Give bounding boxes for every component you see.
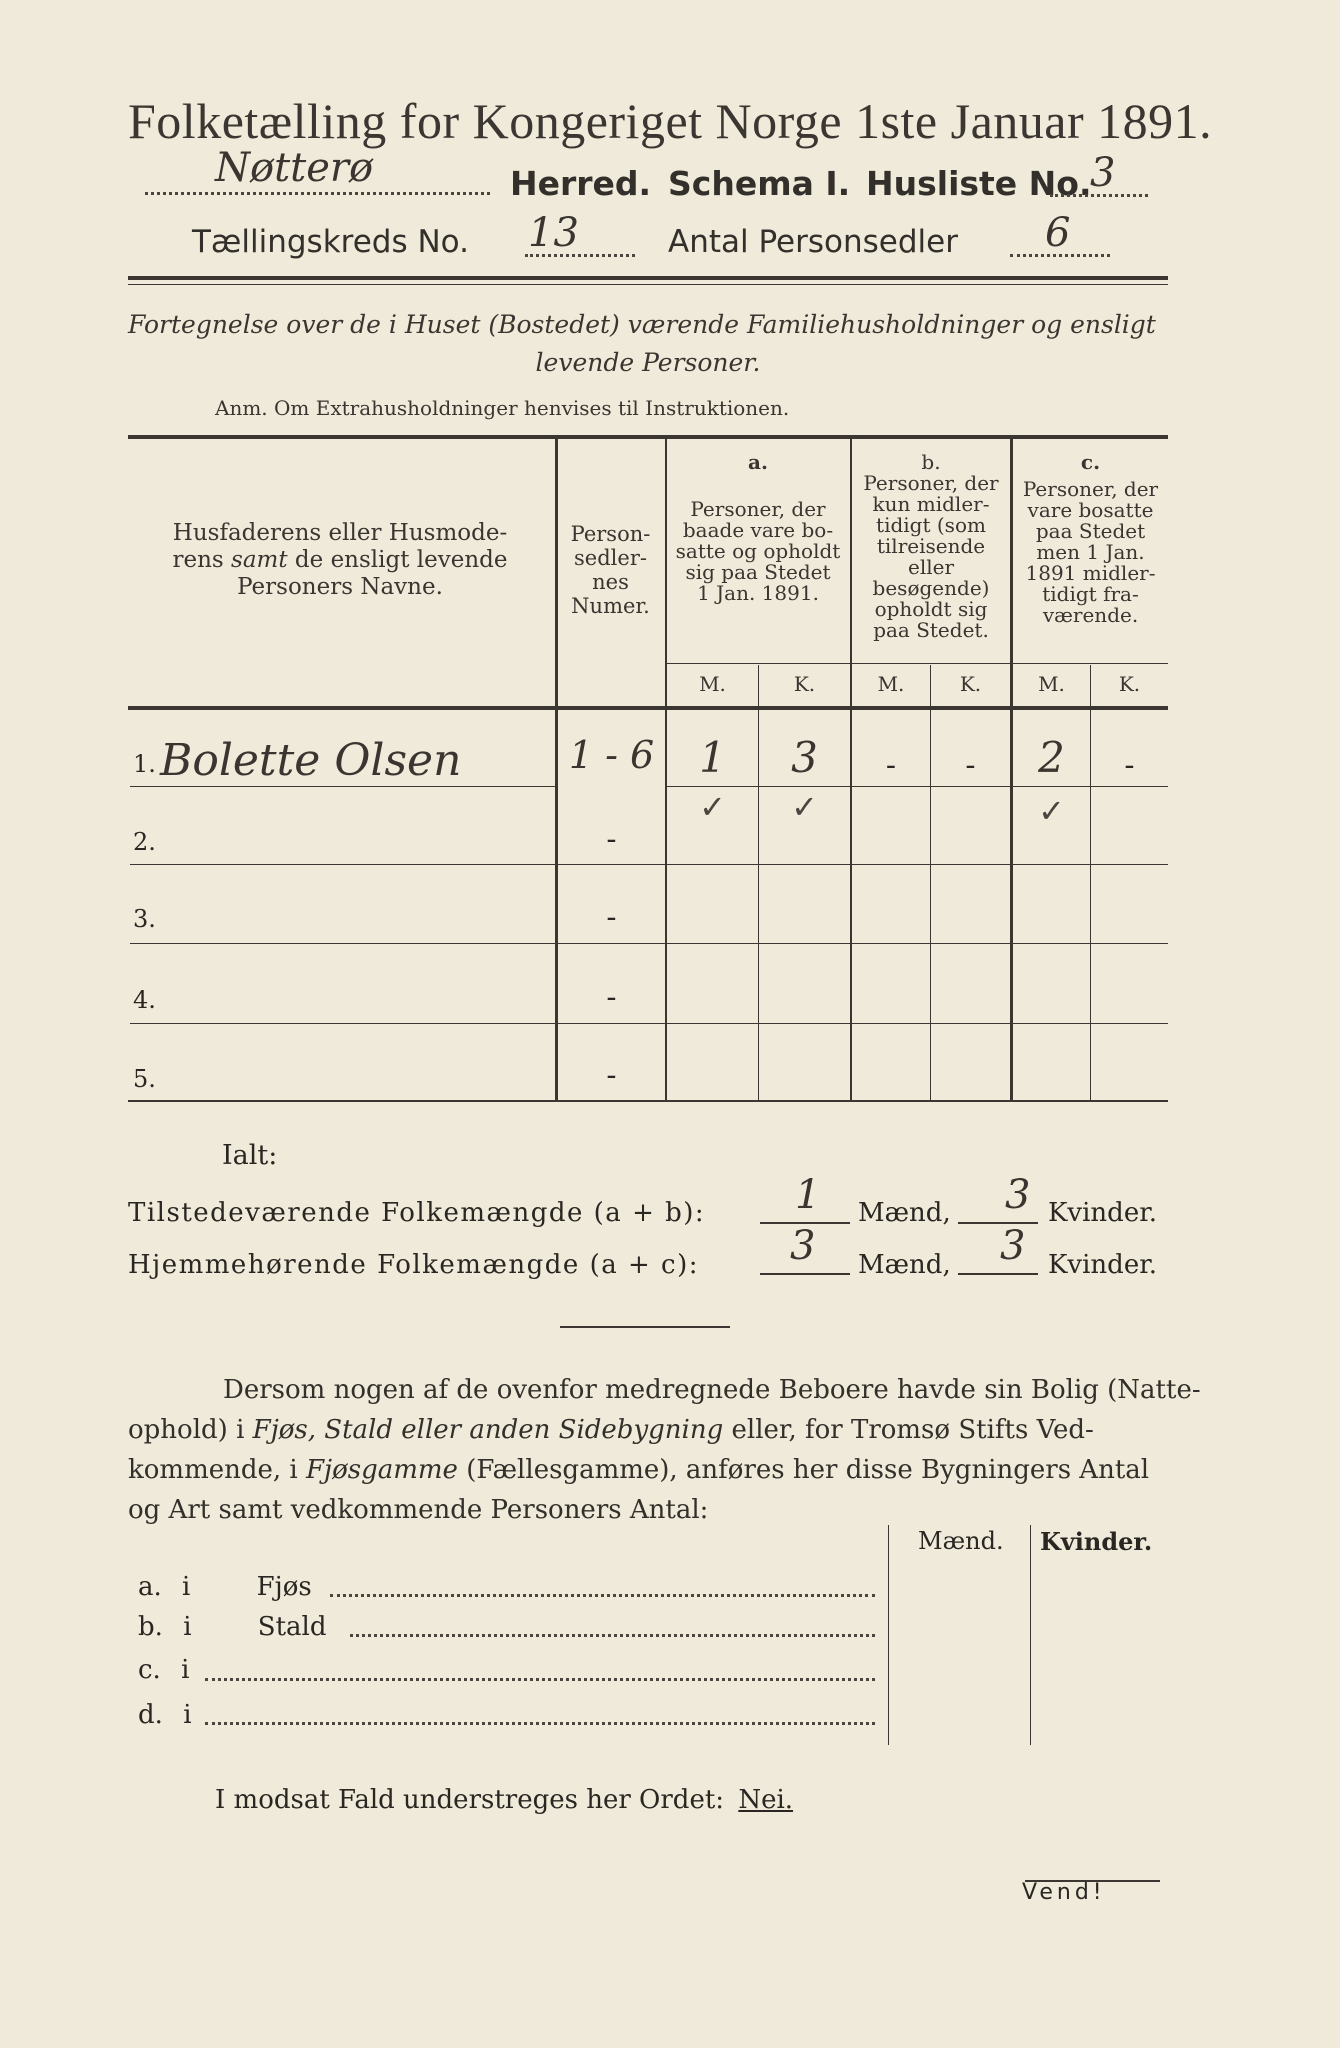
header-rule-thick: [128, 276, 1168, 280]
col-c-l7: værende.: [1042, 603, 1139, 627]
col-b-l2: kun midler-: [872, 492, 990, 516]
bolig-line-1: Dersom nogen af de ovenfor medregnede Beboere havde sin Bolig (Natte-: [223, 1375, 1201, 1405]
a-m-label: M.: [699, 672, 726, 696]
bolig-line-3: [128, 1450, 1168, 1490]
section-separator: [560, 1326, 730, 1328]
bolig-item-b-dots: [350, 1634, 875, 1637]
bolig-col-divider-2: [1030, 1525, 1031, 1745]
antal-number: 6: [1045, 210, 1071, 256]
bolig-line-2: [128, 1410, 1168, 1450]
col-num-l1: Person-: [570, 522, 651, 546]
bolig-line-3-italic: Fjøsgamme: [306, 1455, 458, 1485]
table-bottom-rule: [128, 1100, 1168, 1102]
row-4-person-numbers: -: [606, 980, 617, 1015]
bolig-item-c: [138, 1655, 189, 1685]
check-a-k: ✓: [791, 788, 818, 826]
anm-note: Anm. Om Extrahusholdninger henvises til Instruktionen.: [215, 396, 790, 420]
totals-line-2-k: 3: [1000, 1223, 1026, 1269]
col-a-l1: Personer, der: [690, 497, 826, 521]
form-title: Folketælling for Kongeriget Norge 1ste Januar 1891.: [128, 93, 1213, 149]
col-b-l6: besøgende): [872, 576, 990, 600]
bolig-item-b-letter: b.: [138, 1612, 163, 1642]
col-name-header: [130, 520, 550, 601]
bolig-line-4: og Art samt vedkommende Personers Antal:: [128, 1495, 709, 1525]
c-k-label: K.: [1118, 672, 1141, 696]
col-name-header-l1: Husfaderens eller Husmode-: [172, 520, 508, 546]
ialt-label: Ialt:: [222, 1140, 278, 1171]
bolig-item-d: [138, 1700, 192, 1730]
row-1-c-k: -: [1124, 748, 1135, 783]
totals-line-1-k: 3: [1005, 1172, 1031, 1218]
row-1-line: [130, 786, 555, 787]
col-b-header: [852, 452, 1010, 641]
col-num-header: [558, 522, 663, 618]
bolig-line-3-a: kommende, i: [128, 1455, 306, 1485]
check-a-m: ✓: [699, 788, 726, 826]
intro-line-2: levende Personer.: [535, 348, 761, 377]
col-divider-a-mid: [758, 665, 759, 1100]
herred-dotline: [145, 192, 490, 195]
col-name-l2-pre: rens: [172, 547, 232, 573]
totals-line-2-m: 3: [790, 1223, 816, 1269]
bolig-item-b: [138, 1612, 327, 1642]
totals-line-1-k-underline: [958, 1222, 1038, 1224]
header-rule-thin: [128, 284, 1168, 285]
nei-word: Nei.: [738, 1785, 794, 1815]
check-c-m: ✓: [1038, 792, 1065, 830]
row-1-c-m: 2: [1038, 733, 1065, 782]
bolig-item-c-i: i: [181, 1655, 190, 1685]
intro-line-1: Fortegnelse over de i Huset (Bostedet) værende Familiehusholdninger og ensligt: [128, 310, 1156, 339]
row-2-person-numbers: -: [606, 822, 617, 857]
row-5-number: 5.: [133, 1065, 156, 1093]
bolig-paragraph: [128, 1370, 1201, 1530]
row-1-b-k: -: [965, 748, 976, 783]
totals-line-2-k-underline: [958, 1273, 1038, 1275]
bolig-item-b-i: i: [183, 1612, 192, 1642]
b-k-label: K.: [959, 672, 982, 696]
row-5-person-numbers: -: [606, 1058, 617, 1093]
vend-text: Vend!: [1022, 1880, 1106, 1905]
totals-line-1-maend: Mænd,: [858, 1198, 951, 1228]
col-divider-b-mid: [930, 665, 931, 1100]
col-a-l5: 1 Jan. 1891.: [697, 581, 819, 605]
bolig-item-a: [138, 1572, 312, 1602]
totals-line-1-label: Tilstedeværende Folkemængde (a + b):: [128, 1198, 706, 1228]
bolig-item-a-letter: a.: [138, 1572, 162, 1602]
bolig-item-d-letter: d.: [138, 1700, 163, 1730]
col-name-header-l2: [130, 547, 550, 574]
col-b-l4: tilreisende: [876, 534, 986, 558]
row-4-number: 4.: [133, 986, 156, 1014]
bolig-item-d-i: i: [183, 1700, 192, 1730]
bolig-line-3-b: (Fællesgamme), anføres her disse Bygningers Antal: [457, 1455, 1150, 1485]
col-num-l4: Numer.: [571, 594, 650, 618]
col-a-l3: satte og opholdt: [675, 539, 841, 563]
row-1-number: 1.: [133, 750, 156, 778]
bolig-item-c-dots: [205, 1678, 875, 1681]
herred-name: Nøtterø: [215, 145, 374, 191]
bolig-item-d-dots: [205, 1722, 875, 1725]
col-name-header-l3: Personers Navne.: [237, 574, 443, 600]
col-c-l2: vare bosatte: [1027, 498, 1154, 522]
col-b-l3: tidigt (som: [876, 513, 986, 537]
col-num-l2: sedler-: [574, 546, 647, 570]
col-b-letter: b.: [921, 450, 941, 474]
col-divider-c-mid: [1090, 665, 1091, 1100]
antal-label: Antal Personsedler: [668, 224, 958, 260]
b-m-label: M.: [877, 672, 905, 696]
modsat-text: [215, 1785, 793, 1815]
col-name-l2-post: de ensligt levende: [287, 547, 508, 573]
col-b-l7: opholdt sig: [874, 597, 988, 621]
col-c-l1: Personer, der: [1022, 477, 1159, 501]
row-1-b-m: -: [885, 748, 897, 783]
row-3-line: [130, 943, 1168, 944]
col-c-l4: men 1 Jan.: [1036, 540, 1145, 564]
bolig-col-divider-1: [888, 1525, 889, 1745]
bolig-item-a-i: i: [182, 1572, 191, 1602]
bolig-col-maend: Mænd.: [918, 1527, 1004, 1555]
bolig-line-2-b: eller, for Tromsø Stifts Ved-: [723, 1415, 1094, 1445]
row-2-number: 2.: [133, 828, 156, 856]
row-3-number: 3.: [133, 905, 156, 933]
col-name-l2-italic: samt: [231, 547, 288, 573]
mk-top-line: [667, 663, 1168, 664]
col-c-letter: c.: [1080, 450, 1101, 474]
modsat-label: I modsat Fald understreges her Ordet:: [215, 1785, 725, 1815]
row-2-line: [130, 864, 1168, 865]
kreds-label: Tællingskreds No.: [192, 224, 469, 260]
totals-line-2-m-underline: [760, 1273, 850, 1275]
row-1-a-k: 3: [791, 733, 818, 782]
totals-line-1-m: 1: [795, 1172, 821, 1218]
totals-line-2-label: Hjemmehørende Folkemængde (a + c):: [128, 1250, 699, 1280]
c-m-label: M.: [1038, 672, 1065, 696]
bolig-line-2-a: ophold) i: [128, 1415, 253, 1445]
bolig-line-2-italic: Fjøs, Stald eller anden Sidebygning: [252, 1415, 724, 1445]
row-1-a-m: 1: [699, 733, 726, 782]
col-a-header: [667, 452, 849, 604]
col-c-l6: tidigt fra-: [1042, 582, 1139, 606]
totals-line-1-kvinder: Kvinder.: [1048, 1198, 1158, 1228]
kreds-number: 13: [528, 210, 579, 256]
a-k-label: K.: [793, 672, 816, 696]
bolig-item-c-letter: c.: [138, 1655, 161, 1685]
bolig-item-a-label: Fjøs: [256, 1572, 312, 1602]
husliste-label: Husliste No.: [866, 164, 1092, 203]
row-3-person-numbers: -: [606, 900, 617, 935]
col-num-l3: nes: [592, 570, 629, 594]
bolig-item-a-dots: [330, 1594, 875, 1597]
herred-label: Herred.: [510, 164, 652, 203]
bolig-item-b-label: Stald: [257, 1612, 327, 1642]
col-c-l3: paa Stedet: [1035, 519, 1146, 543]
totals-line-2-maend: Mænd,: [858, 1250, 951, 1280]
row-1-person-numbers: 1 - 6: [568, 733, 655, 777]
row-1-name: Bolette Olsen: [160, 735, 462, 786]
col-c-l5: 1891 midler-: [1025, 561, 1156, 585]
schema-label: Schema I.: [668, 164, 851, 203]
col-c-header: [1013, 452, 1168, 626]
col-b-l1: Personer, der: [863, 471, 999, 495]
row-4-line: [130, 1023, 1168, 1024]
col-a-letter: a.: [748, 450, 768, 474]
col-b-l5: eller: [907, 555, 955, 579]
totals-line-2-kvinder: Kvinder.: [1048, 1250, 1158, 1280]
bolig-col-kvinder: Kvinder.: [1040, 1527, 1153, 1556]
col-b-l8: paa Stedet.: [873, 618, 989, 642]
col-a-l2: baade vare bo-: [682, 518, 834, 542]
col-a-l4: sig paa Stedet: [685, 560, 831, 584]
husliste-number: 3: [1090, 150, 1116, 196]
row-1-line-right: [667, 786, 1168, 787]
